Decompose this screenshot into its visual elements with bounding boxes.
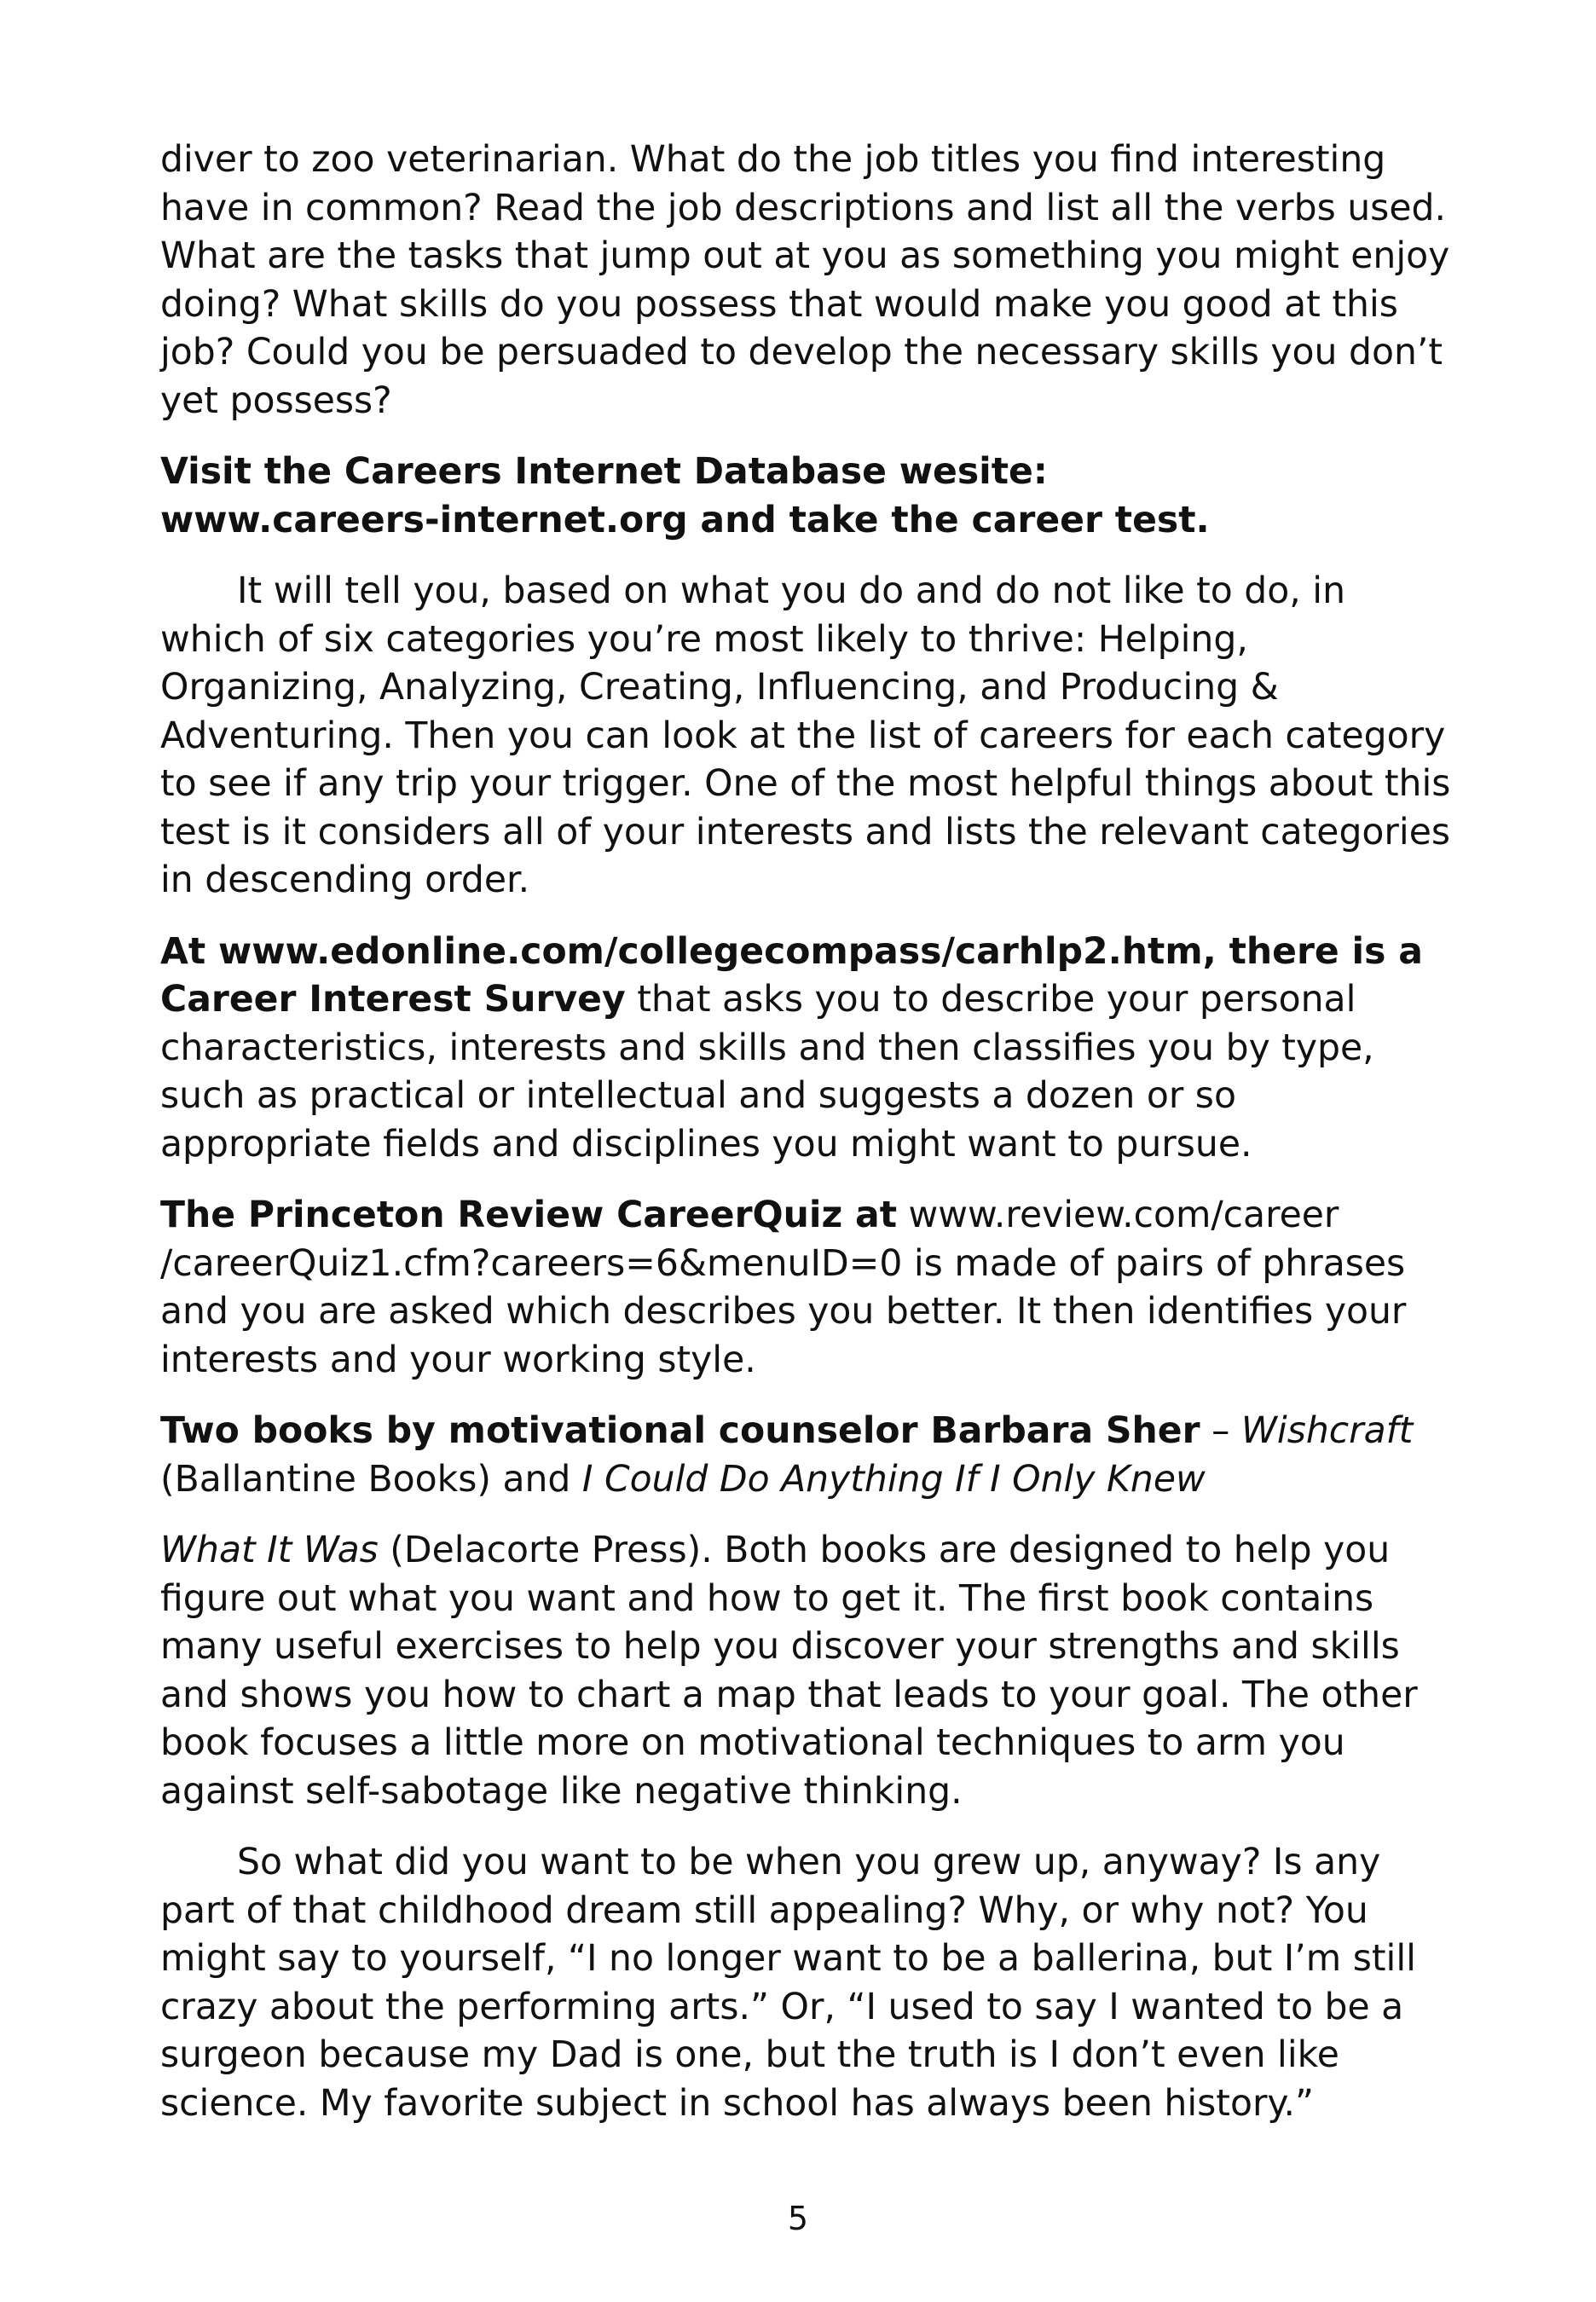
intro-paragraph: diver to zoo veterinarian. What do the job titles you find interesting have in common? Read the job descriptions and list all the verbs used. What are the tasks that jump out at you as something you might enjoy doing? What skills do you possess that would make you good at this job? Could you be persuaded to develop the necessary skills you don’t yet possess? — [160, 139, 1450, 422]
careers-heading-line-1: Visit the Careers Internet Database wesite: — [160, 451, 1048, 493]
closing-paragraph: So what did you want to be when you grew up, anyway? Is any part of that childhood dream still appealing? Why, or why not? You might say to yourself, “I no longer want to be a ballerina, but I’m still crazy about the performing arts.” Or, “I used to say I wanted to be a surgeon because my Dad is one, but the truth is I don’t even like science. My favorite subject in school has always been history.” — [160, 1842, 1416, 2125]
books-paragraph — [160, 1408, 1452, 1504]
edonline-paragraph — [160, 928, 1452, 1170]
edonline-lead: At www.edonline.com/collegecompass/carhlp2.htm, there is a Career Interest Survey — [160, 930, 1423, 1021]
books-lead: Two books by motivational counselor Barbara Sher — [160, 1410, 1200, 1452]
books-description-paragraph — [160, 1527, 1452, 1816]
books-dash: – — [1200, 1410, 1241, 1452]
princeton-paragraph — [160, 1192, 1452, 1385]
edonline-text: that asks you to describe your personal characteristics, interests and skills and then classifies you by type, such as practical or intellectual and suggests a dozen or so appropriate fields and disciplines you might want to pursue. — [160, 979, 1374, 1165]
book-title-anything: I Could Do Anything If I Only Knew — [581, 1458, 1206, 1501]
careers-heading-line-2: www.careers-internet.org and take the career test. — [160, 499, 1210, 541]
careers-heading — [160, 448, 1452, 545]
book-title-wishcraft: Wishcraft — [1240, 1410, 1414, 1452]
body-text — [160, 136, 1452, 2151]
books-description: (Delacorte Press). Both books are designed to help you figure out what you want and how to get it. The first book contains many useful exercises to help you discover your strengths and skills and shows you how to chart a map that leads to your goal. The other book focuses a little more on motivational techniques to arm you against self-sabotage like negative thinking. — [160, 1530, 1418, 1813]
books-publisher-1: (Ballantine Books) and — [160, 1458, 582, 1501]
princeton-text: www.review.com/career /careerQuiz1.cfm?careers=6&menuID=0 is made of pairs of phrases and you are asked which describes you better. It then identifies your interests and your working style. — [160, 1194, 1407, 1381]
princeton-lead: The Princeton Review CareerQuiz at — [160, 1194, 898, 1236]
page-number: 5 — [787, 2200, 809, 2237]
book-title-anything-end: What It Was — [160, 1530, 379, 1571]
careers-paragraph: It will tell you, based on what you do and do not like to do, in which of six categories you’re most likely to thrive: Helping, Organizing, Analyzing, Creating, Influencing, and Producing & Adventuring. Then you can look at the list of careers for each category to see if any trip your trigger. One of the most helpful things about this test is it considers all of your interests and lists the relevant categories in descending order. — [160, 570, 1451, 901]
